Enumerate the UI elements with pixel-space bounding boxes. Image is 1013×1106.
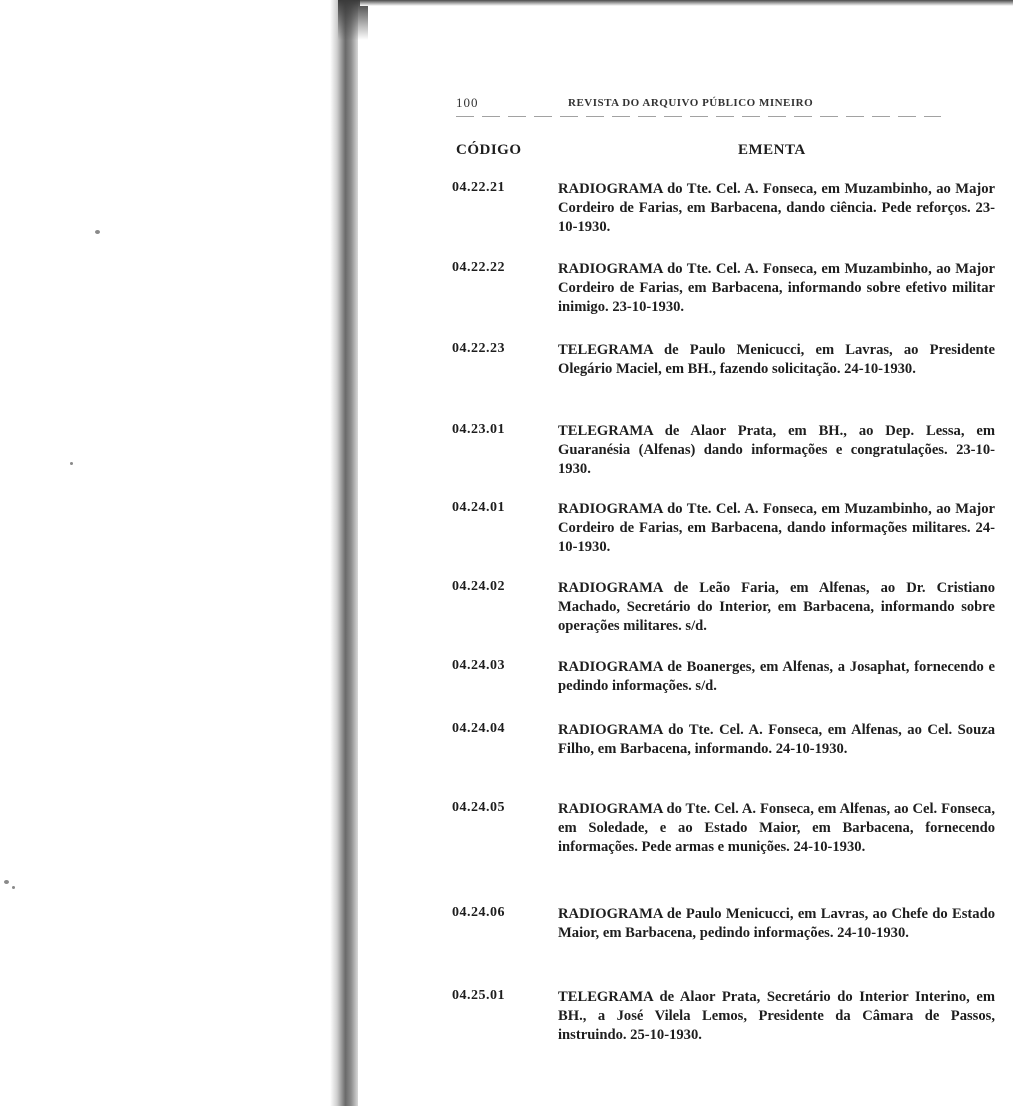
entry-text: TELEGRAMA de Paulo Menicucci, em Lavras, ao Presidente Olegário Maciel, em BH., fazendo solicitação. 24-10-1930. <box>558 342 995 377</box>
running-title: REVISTA DO ARQUIVO PÚBLICO MINEIRO <box>568 97 814 109</box>
entry-code: 04.22.23 <box>452 341 505 356</box>
document-page <box>358 0 1013 1106</box>
page-number: 100 <box>456 95 479 110</box>
book-gutter <box>330 0 358 1106</box>
entry-text: RADIOGRAMA do Tte. Cel. A. Fonseca, em Muzambinho, ao Major Cordeiro de Farias, em Barbacena, informando sobre efetivo militar inimigo. 23-10-1930. <box>558 261 995 315</box>
entry-text: RADIOGRAMA de Paulo Menicucci, em Lavras, ao Chefe do Estado Maior, em Barbacena, pedindo informações. 24-10-1930. <box>558 906 995 941</box>
entry-code: 04.22.22 <box>452 260 505 275</box>
entry-code: 04.24.04 <box>452 721 505 736</box>
paper-speck <box>12 886 15 889</box>
entry-code: 04.24.01 <box>452 500 505 515</box>
entry-text: RADIOGRAMA do Tte. Cel. A. Fonseca, em Muzambinho, ao Major Cordeiro de Farias, em Barbacena, dando informações militares. 24-10-1930. <box>558 501 995 555</box>
entry-code: 04.22.21 <box>452 180 505 195</box>
entry-text: RADIOGRAMA de Leão Faria, em Alfenas, ao Dr. Cristiano Machado, Secretário do Interior, em Barbacena, informando sobre operações militares. s/d. <box>558 580 995 634</box>
page-header <box>456 95 1013 117</box>
header-rule <box>456 116 941 117</box>
entry-code: 04.25.01 <box>452 988 505 1003</box>
entry-text: TELEGRAMA de Alaor Prata, em BH., ao Dep. Lessa, em Guaranésia (Alfenas) dando informações e congratulações. 23-10-1930. <box>558 423 995 477</box>
paper-speck <box>70 462 73 465</box>
entry-text: TELEGRAMA de Alaor Prata, Secretário do Interior Interino, em BH., a José Vilela Lemos, Presidente da Câmara de Passos, instruindo. 25-10-1930. <box>558 989 995 1043</box>
entry-text: RADIOGRAMA do Tte. Cel. A. Fonseca, em Alfenas, ao Cel. Fonseca, em Soledade, e ao Estado Maior, em Barbacena, fornecendo informações. Pede armas e munições. 24-10-1930. <box>558 801 995 855</box>
entry-code: 04.24.02 <box>452 579 505 594</box>
column-header-ementa: EMENTA <box>738 142 806 158</box>
paper-speck <box>4 880 9 884</box>
entry-code: 04.24.05 <box>452 800 505 815</box>
entry-code: 04.24.03 <box>452 658 505 673</box>
entry-code: 04.24.06 <box>452 905 505 920</box>
blank-left-page <box>0 0 330 1106</box>
entry-code: 04.23.01 <box>452 422 505 437</box>
entry-text: RADIOGRAMA de Boanerges, em Alfenas, a Josaphat, fornecendo e pedindo informações. s/d. <box>558 659 995 694</box>
entry-text: RADIOGRAMA do Tte. Cel. A. Fonseca, em Alfenas, ao Cel. Souza Filho, em Barbacena, informando. 24-10-1930. <box>558 722 995 757</box>
paper-speck <box>95 230 100 234</box>
column-header-codigo: CÓDIGO <box>456 142 522 158</box>
entry-text: RADIOGRAMA do Tte. Cel. A. Fonseca, em Muzambinho, ao Major Cordeiro de Farias, em Barbacena, dando ciência. Pede reforços. 23-10-1930. <box>558 181 995 235</box>
